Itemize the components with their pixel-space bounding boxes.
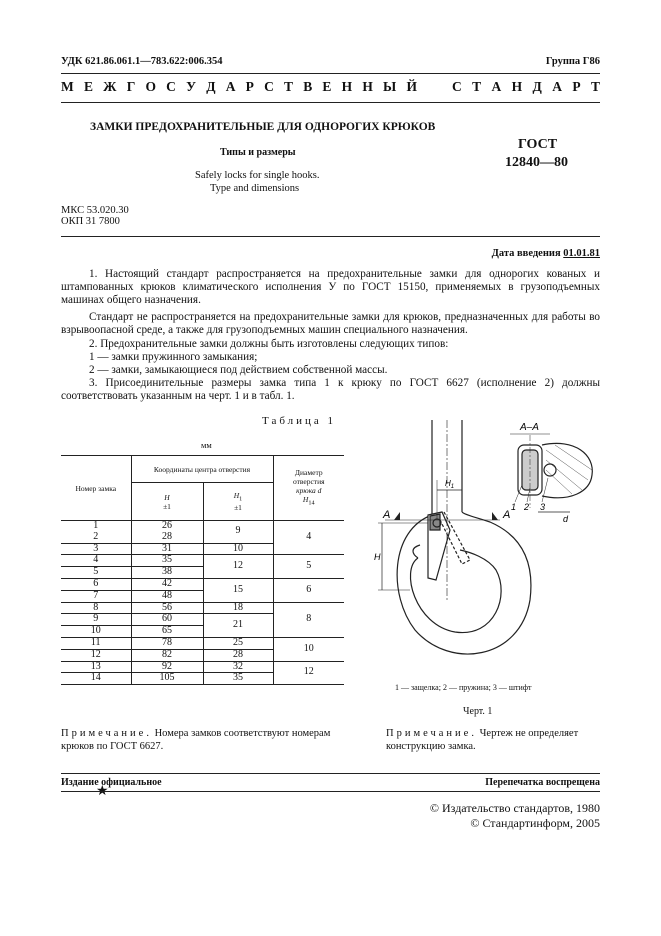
section-arrow-right: [492, 512, 498, 520]
section-arrow-left: [394, 512, 400, 520]
header-diameter: Диаметр отверстия крюка d $H_{14}$: [273, 456, 344, 521]
paragraph-2: Стандарт не распространяется на предохранительные замки для крюков, предназначенных для работы во взрывоопасной среде, а также для грузоподъемных машин специального назначения.: [61, 311, 600, 336]
table-row: 3 31 10: [61, 543, 344, 555]
table-row: 7 48: [61, 590, 344, 602]
figure-legend: 1 — защелка; 2 — пружина; 3 — штифт: [395, 683, 532, 692]
label-h1: $H_1$: [445, 479, 455, 490]
table-row: 8 56 18 8: [61, 602, 344, 614]
top-rule: [61, 73, 600, 74]
table-row: 6 42 15 6: [61, 578, 344, 590]
hook-tip: [413, 545, 420, 558]
english-title-line2: Type and dimensions: [210, 183, 300, 194]
interstate-letter: Е: [322, 79, 332, 94]
gost-number: 12840—80: [505, 155, 568, 170]
label-2: 2: [524, 502, 530, 512]
star-icon: ★: [96, 784, 109, 799]
standard-letter: Т: [472, 79, 482, 94]
interstate-letter: М: [61, 79, 74, 94]
document-title: ЗАМКИ ПРЕДОХРАНИТЕЛЬНЫЕ ДЛЯ ОДНОРОГИХ КРЮКОВ: [90, 121, 436, 133]
interstate-letter: Ж: [103, 79, 117, 94]
section-title-label: А–А: [520, 422, 539, 433]
table-note: [61, 727, 344, 753]
interstate-letter: Г: [126, 79, 136, 94]
standard-letter: Н: [511, 79, 523, 94]
note-text: Чертеж не определяет конструкцию замка.: [386, 728, 579, 752]
figure-caption: Черт. 1: [463, 706, 493, 717]
udk-code: УДК 621.86.061.1—783.622:006.354: [61, 56, 223, 67]
table-row: 12 82 28: [61, 649, 344, 661]
interstate-letter: Ы: [383, 79, 397, 94]
hook-drawing: [370, 420, 602, 680]
interstate-letter: Й: [406, 79, 417, 94]
interstate-letter: С: [166, 79, 176, 94]
interstate-letter: Е: [83, 79, 93, 94]
interstate-letter: С: [264, 79, 274, 94]
interstate-letter: В: [303, 79, 313, 94]
paragraph-1: 1. Настоящий стандарт распространяется на предохранительные замки для однорогих кованых и штампованных крюков климатического исполнения У по ГОСТ 15150, применяемых в грузоподъемных машинах общего назначения.: [61, 268, 600, 306]
paragraph-3: 2. Предохранительные замки должны быть изготовлены следующих типов:: [89, 338, 449, 350]
interstate-letter: Н: [362, 79, 373, 94]
hook-inner-contour: [410, 550, 501, 633]
table-row: 13 92 32 12: [61, 661, 344, 673]
table-row: 10 65: [61, 626, 344, 638]
header-h: H ±1: [131, 483, 203, 521]
note-label: Примечание.: [61, 728, 152, 739]
standard-letter: Р: [572, 79, 581, 94]
section-a-right: А: [503, 509, 511, 521]
dimensions-table: [61, 455, 344, 685]
latch-hatch: [430, 514, 440, 530]
standard-letter: А: [491, 79, 502, 94]
copyright-1980: © Издательство стандартов, 1980: [429, 801, 600, 815]
footer-rule: [61, 773, 600, 774]
interstate-letter: У: [186, 79, 197, 94]
copyright-2005: © Стандартинформ, 2005: [470, 816, 600, 830]
table-row: 2 28: [61, 532, 344, 543]
label-1: 1: [511, 502, 517, 512]
standard-letter: С: [452, 79, 462, 94]
interstate-letter: Д: [206, 79, 216, 94]
standard-letter: А: [552, 79, 562, 94]
official-edition: Издание официальное: [61, 777, 162, 788]
table-row: 11 78 25 10: [61, 637, 344, 649]
table-unit: мм: [201, 440, 212, 450]
section-pin: [544, 464, 556, 476]
standard-word: [452, 79, 600, 95]
english-title-line1: Safely locks for single hooks.: [195, 170, 320, 181]
interstate-word: [61, 79, 417, 95]
interstate-letter: А: [225, 79, 236, 94]
effective-date: [492, 248, 600, 259]
note-text: Номера замков соответствуют номерам крюков по ГОСТ 6627.: [61, 728, 331, 752]
section-hatch-3: [546, 470, 572, 494]
footer-rule-bottom: [61, 791, 600, 792]
date-label: Дата введения: [491, 248, 561, 259]
standard-letter: Т: [590, 79, 600, 94]
banner-rule: [61, 102, 600, 103]
figure-note: [386, 727, 599, 753]
codes-rule: [61, 236, 600, 237]
table-row: 14 105 35: [61, 673, 344, 685]
paragraph-4: 1 — замки пружинного замыкания;: [89, 351, 258, 363]
leader-3: [542, 478, 548, 502]
note-label: Примечание.: [386, 728, 477, 739]
reprint-prohibited: Перепечатка воспрещена: [485, 777, 600, 788]
interstate-letter: Н: [341, 79, 353, 94]
section-hatch-4: [555, 445, 592, 470]
paragraph-6: 3. Присоединительные размеры замка типа 1 к крюку по ГОСТ 6627 (исполнение 2) должны соответствовать указанным на черт. 1 и в табл. 1.: [61, 377, 600, 402]
label-h: H: [374, 552, 381, 562]
label-d: d: [563, 514, 569, 524]
interstate-standard-banner: [61, 79, 600, 95]
label-3: 3: [540, 502, 546, 512]
document-subtitle: Типы и размеры: [220, 147, 296, 158]
interstate-letter: Т: [284, 79, 294, 94]
table-row: 4 35 12 5: [61, 555, 344, 567]
table-row: 5 38: [61, 567, 344, 579]
interstate-letter: Р: [245, 79, 254, 94]
table-row: 9 60 21: [61, 614, 344, 626]
group-code: Группа Г86: [545, 56, 600, 67]
gost-label: ГОСТ: [518, 137, 558, 152]
table-row: 1 26 9 4: [61, 521, 344, 532]
mks-code: МКС 53.020.30: [61, 205, 129, 216]
interstate-letter: О: [145, 79, 156, 94]
section-a-left: А: [383, 509, 391, 521]
date-value: 01.01.81: [563, 248, 600, 259]
standard-letter: Д: [532, 79, 542, 94]
header-number: Номер замка: [61, 456, 131, 521]
paragraph-5: 2 — замки, замыкающиеся под действием собственной массы.: [89, 364, 388, 376]
header-h1: $H_1$ ±1: [203, 483, 273, 521]
okp-code: ОКП 31 7800: [61, 216, 120, 227]
header-coords: Координаты центра отверстия: [131, 456, 273, 483]
table-caption: Таблица 1: [262, 415, 337, 427]
